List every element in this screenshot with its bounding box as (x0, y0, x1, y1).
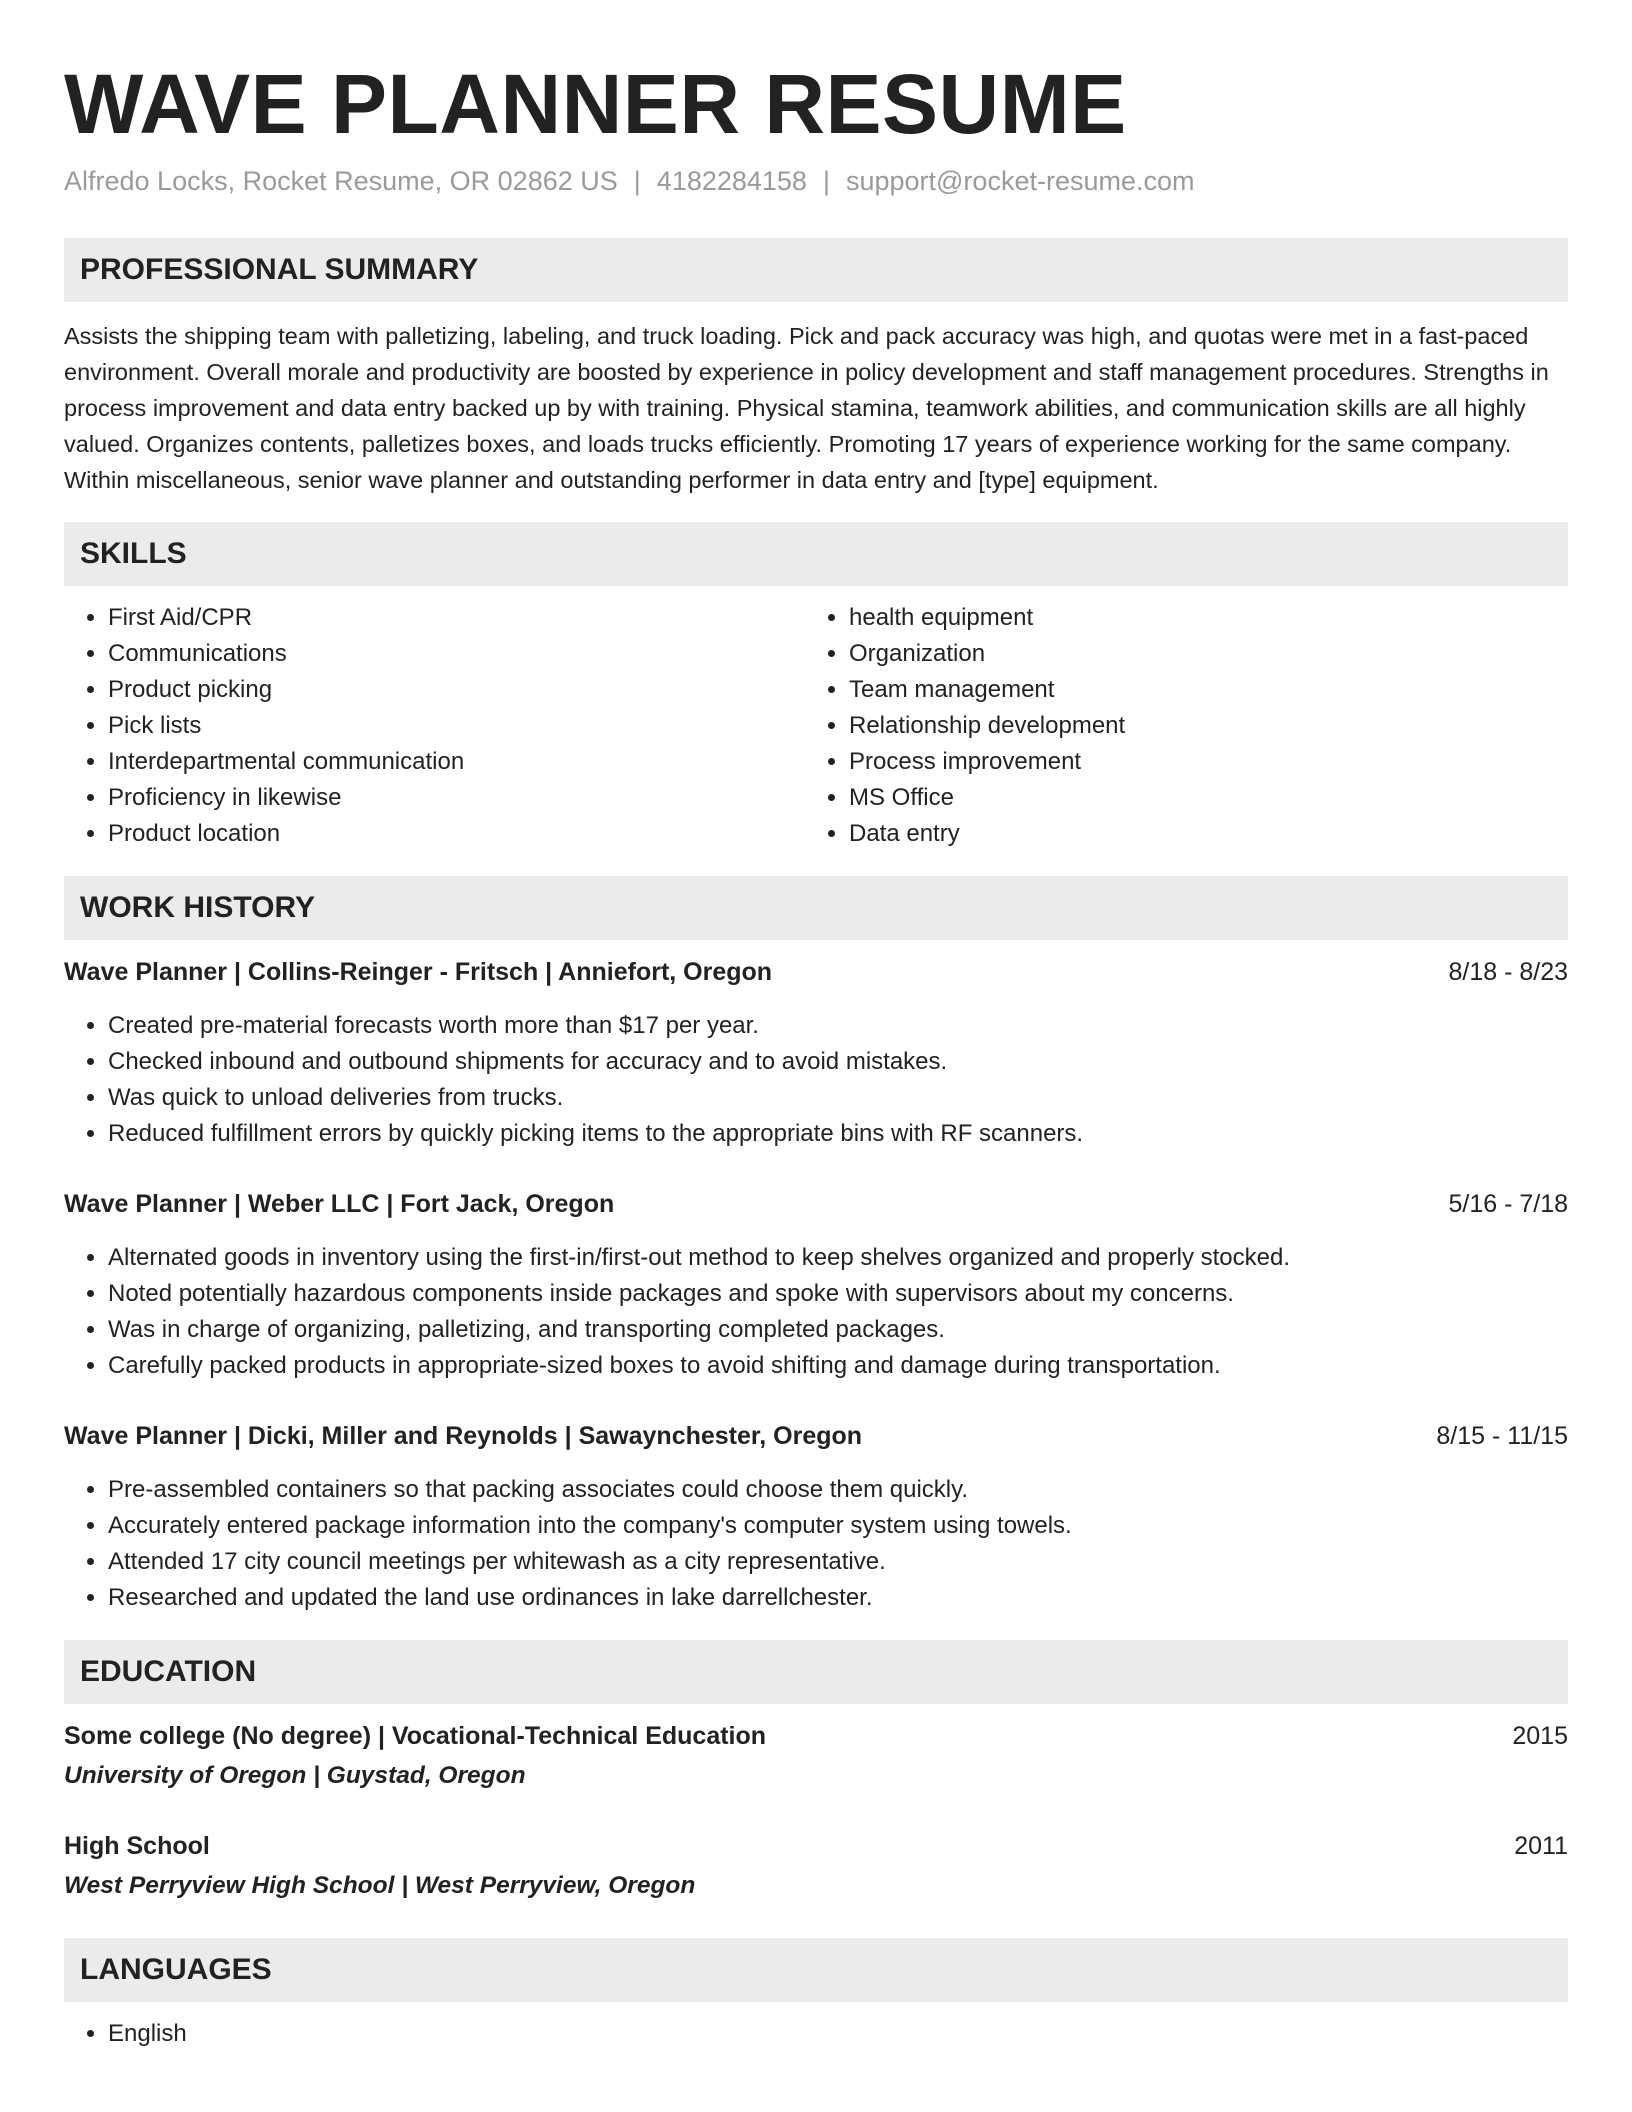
education-school: West Perryview High School | West Perryview, Oregon (64, 1872, 696, 1899)
skill-item: • Process improvement (849, 744, 1546, 780)
education-entry (64, 1828, 1568, 1904)
job-bullet: • Pre-assembled containers so that packing associates could choose them quickly. (108, 1472, 1568, 1508)
contact-phone: 4182284158 (656, 166, 807, 196)
job-dates: 8/15 - 11/15 (1436, 1422, 1568, 1450)
skills-grid (64, 600, 1568, 852)
job-bullet: • Attended 17 city council meetings per whitewash as a city representative. (108, 1544, 1568, 1580)
job-bullet: • Researched and updated the land use ordinances in lake darrellchester. (108, 1580, 1568, 1616)
job-header (64, 954, 1568, 990)
education-year: 2015 (1512, 1722, 1568, 1750)
languages-list (64, 2016, 1568, 2052)
section-header-skills: SKILLS (64, 522, 1568, 586)
job-dates: 8/18 - 8/23 (1448, 958, 1568, 986)
job-header (64, 1418, 1568, 1454)
education-entry (64, 1718, 1568, 1794)
education-year: 2011 (1514, 1832, 1568, 1860)
job-bullet: • Carefully packed products in appropriate-sized boxes to avoid shifting and damage during transportation. (108, 1348, 1568, 1384)
job-bullets (64, 1472, 1568, 1616)
job-bullets (64, 1240, 1568, 1384)
job-entry (64, 954, 1568, 1152)
education-header (64, 1828, 1568, 1864)
skill-item: • Relationship development (849, 708, 1546, 744)
skills-column-right (805, 600, 1546, 852)
skill-item: • health equipment (849, 600, 1546, 636)
job-title: Wave Planner | Dicki, Miller and Reynolds | Sawaynchester, Oregon (64, 1422, 863, 1450)
skill-item: • Product location (108, 816, 805, 852)
contact-address: Alfredo Locks, Rocket Resume, OR 02862 US (64, 166, 618, 196)
job-title: Wave Planner | Weber LLC | Fort Jack, Oregon (64, 1190, 615, 1218)
skills-list-right (805, 600, 1546, 852)
section-header-summary: PROFESSIONAL SUMMARY (64, 238, 1568, 302)
resume-title: WAVE PLANNER RESUME (64, 57, 1127, 151)
education-degree: Some college (No degree) | Vocational-Technical Education (64, 1722, 767, 1750)
skill-item: • First Aid/CPR (108, 600, 805, 636)
job-entry (64, 1186, 1568, 1384)
skill-item: • Organization (849, 636, 1546, 672)
skill-item: • Team management (849, 672, 1546, 708)
skill-item: • Pick lists (108, 708, 805, 744)
job-bullet: • Noted potentially hazardous components inside packages and spoke with supervisors about my concerns. (108, 1276, 1568, 1312)
job-bullet: • Alternated goods in inventory using the first-in/first-out method to keep shelves organized and properly stocked. (108, 1240, 1568, 1276)
skill-item: • Interdepartmental communication (108, 744, 805, 780)
skill-item: • Data entry (849, 816, 1546, 852)
skills-column-left (64, 600, 805, 852)
education-degree: High School (64, 1832, 210, 1860)
skills-list-left (64, 600, 805, 852)
job-entry (64, 1418, 1568, 1616)
job-bullet: • Checked inbound and outbound shipments for accuracy and to avoid mistakes. (108, 1044, 1568, 1080)
contact-email: support@rocket-resume.com (845, 166, 1195, 196)
job-bullet: • Was in charge of organizing, palletizing, and transporting completed packages. (108, 1312, 1568, 1348)
education-header (64, 1718, 1568, 1754)
job-bullet: • Created pre-material forecasts worth more than $17 per year. (108, 1008, 1568, 1044)
skill-item: • Product picking (108, 672, 805, 708)
section-header-work-history: WORK HISTORY (64, 876, 1568, 940)
section-header-languages: LANGUAGES (64, 1938, 1568, 2002)
skill-item: • Communications (108, 636, 805, 672)
job-title: Wave Planner | Collins-Reinger - Fritsch | Anniefort, Oregon (64, 958, 773, 986)
job-header (64, 1186, 1568, 1222)
contact-line (64, 164, 1568, 198)
language-item: • English (108, 2016, 1568, 2052)
job-bullet: • Reduced fulfillment errors by quickly picking items to the appropriate bins with RF scanners. (108, 1116, 1568, 1152)
education-school: University of Oregon | Guystad, Oregon (64, 1762, 526, 1789)
skill-item: • MS Office (849, 780, 1546, 816)
job-bullet: • Was quick to unload deliveries from trucks. (108, 1080, 1568, 1116)
section-header-education: EDUCATION (64, 1640, 1568, 1704)
job-bullet: • Accurately entered package information into the company's computer system using towels. (108, 1508, 1568, 1544)
job-bullets (64, 1008, 1568, 1152)
skill-item: • Proficiency in likewise (108, 780, 805, 816)
contact-separator: | (822, 166, 830, 196)
summary-text: Assists the shipping team with palletizing, labeling, and truck loading. Pick and pack accuracy was high, and quotas were met in a fast-paced environment. Overall morale and productivity are boosted by experience in policy development and staff management procedures. Strengths in process improvement and data entry backed up by with training. Physical stamina, teamwork abilities, and communication skills are all highly valued. Organizes contents, palletizes boxes, and loads trucks efficiently. Promoting 17 years of experience working for the same company. Within miscellaneous, senior wave planner and outstanding performer in data entry and [type] equipment. (64, 323, 1549, 493)
job-dates: 5/16 - 7/18 (1448, 1190, 1568, 1218)
contact-separator: | (633, 166, 641, 196)
